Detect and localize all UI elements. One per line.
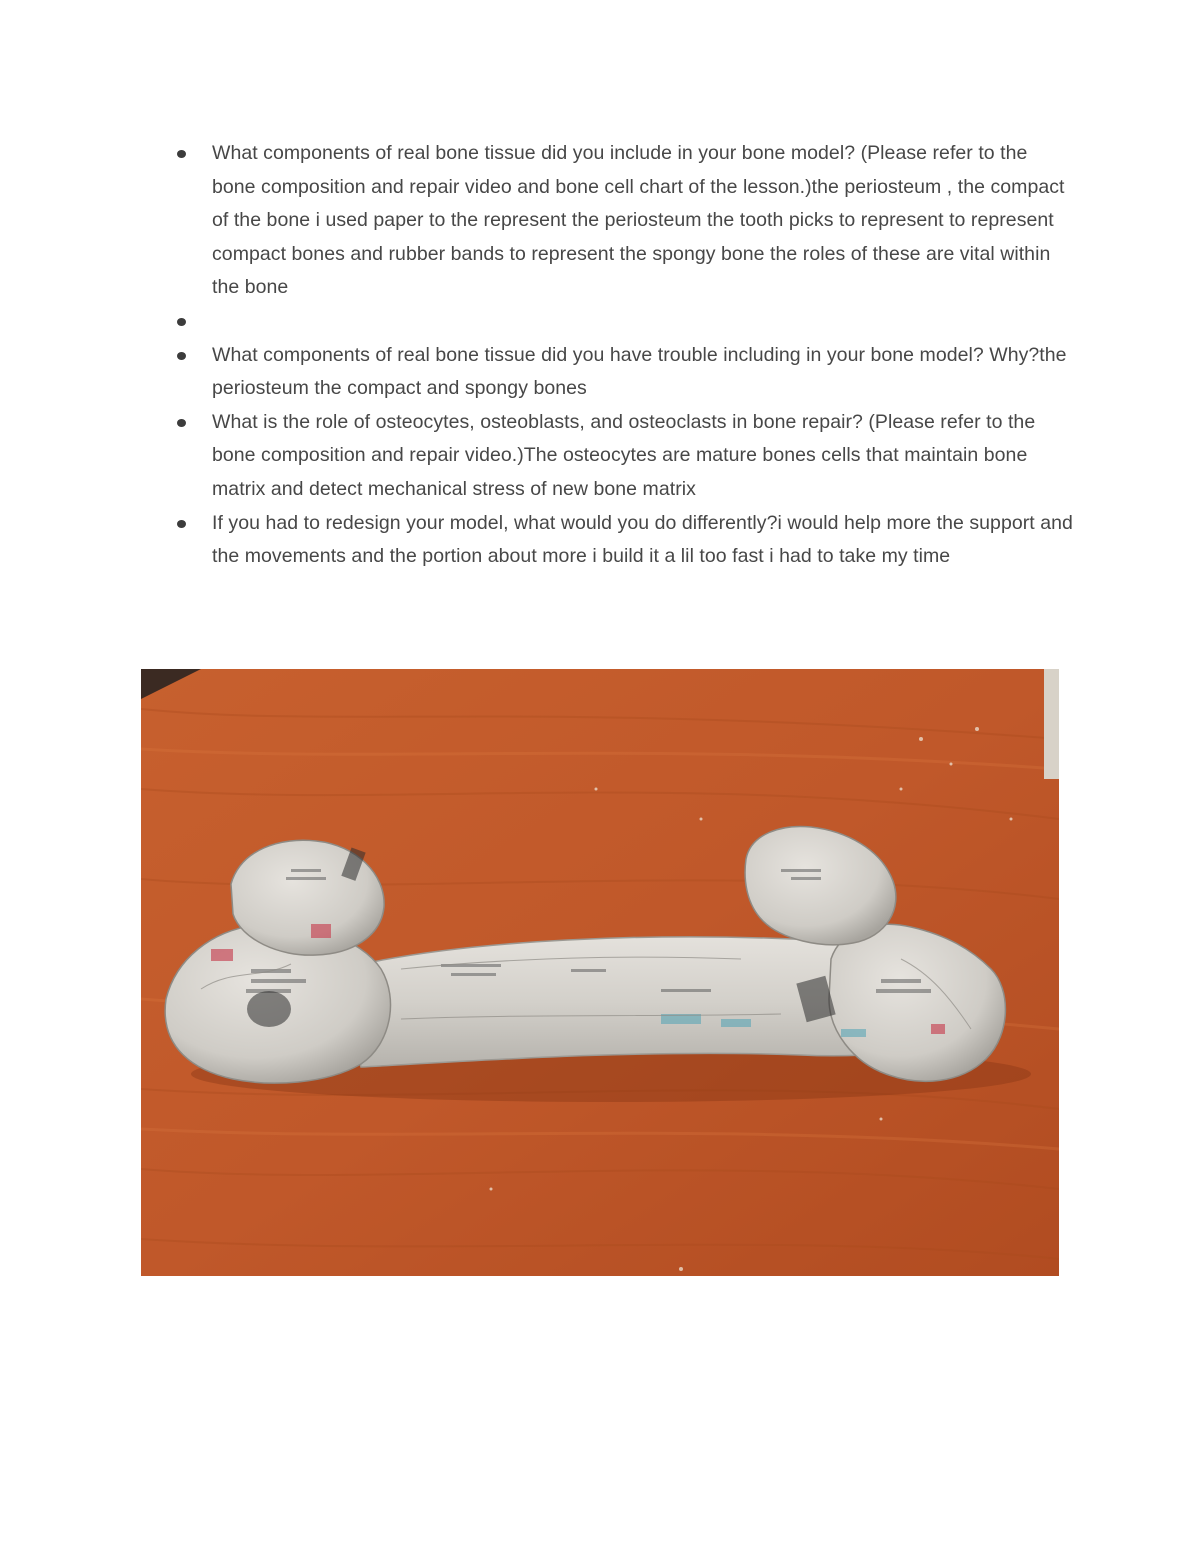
- question-list: [174, 137, 1074, 574]
- question-answer-text: What components of real bone tissue did you include in your bone model? (Please refer to the bone composition and repair video and bone cell chart of the lesson.)the periosteum , the compact of the bone i used paper to the represent the periosteum the tooth picks to represent to represent compact bones and rubber bands to represent the spongy bone the roles of these are vital within the bone: [212, 142, 1065, 299]
- list-item: [174, 507, 1074, 574]
- list-item: [174, 339, 1074, 406]
- bullet-icon: [177, 419, 186, 427]
- list-item: [174, 137, 1074, 305]
- bullet-icon: [177, 150, 186, 158]
- list-item: [174, 406, 1074, 507]
- bone-model-photo: [141, 669, 1059, 1276]
- bullet-icon: [177, 520, 186, 528]
- bone-model-photo-illustration: [141, 669, 1059, 1276]
- question-answer-text: If you had to redesign your model, what would you do differently?i would help more the support and the movements and the portion about more i build it a lil too fast i had to take my time: [212, 511, 1073, 568]
- question-answer-text: What components of real bone tissue did you have trouble including in your bone model? Why?the periosteum the compact and spongy bones: [212, 343, 1067, 400]
- bullet-icon: [177, 352, 186, 360]
- bullet-icon: [177, 318, 186, 326]
- question-answer-text: What is the role of osteocytes, osteoblasts, and osteoclasts in bone repair? (Please refer to the bone composition and repair video.)The osteocytes are mature bones cells that maintain bone matrix and detect mechanical stress of new bone matrix: [212, 410, 1036, 500]
- list-item-empty: [174, 305, 1074, 339]
- right-edge-strip: [1044, 669, 1059, 779]
